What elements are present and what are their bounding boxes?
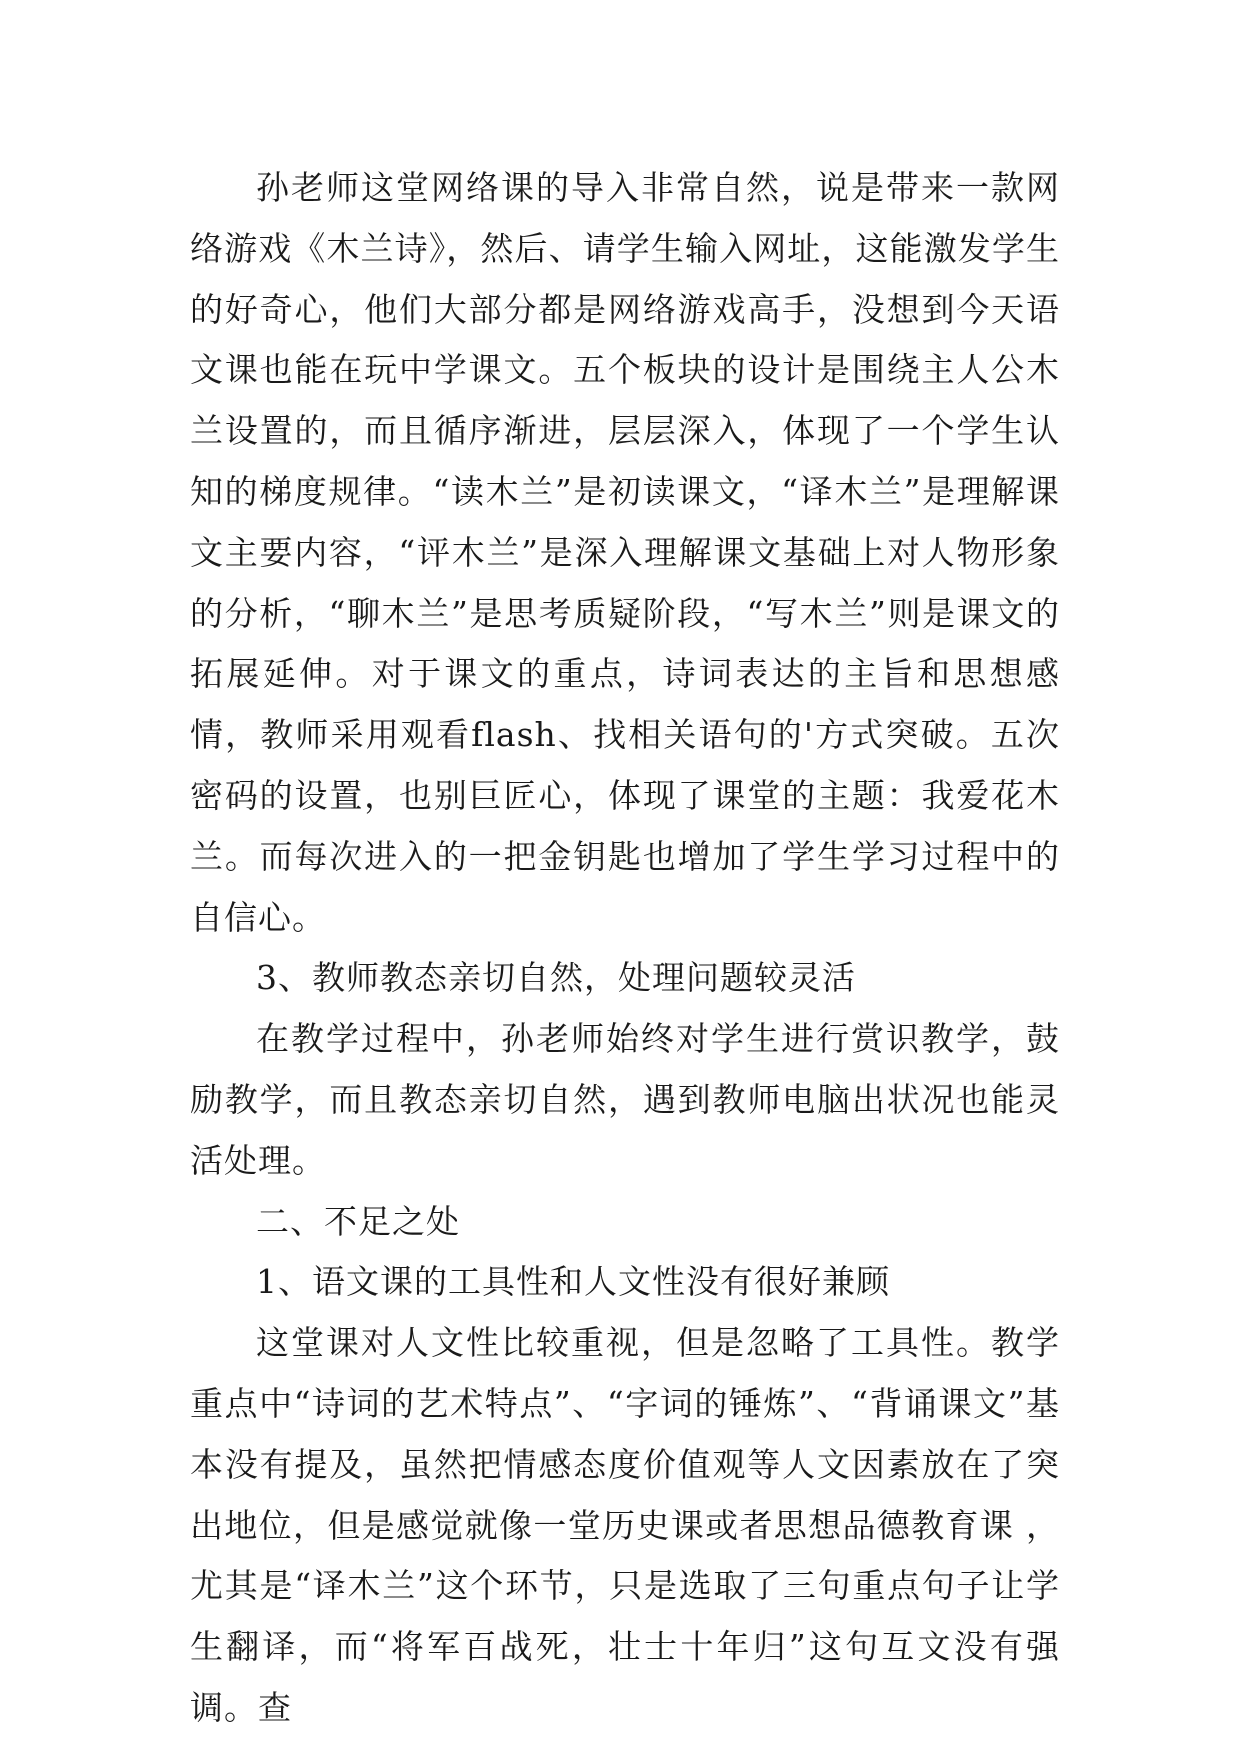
section-heading-shortcomings: 二、不足之处 <box>256 1201 460 1241</box>
paragraph-heading-tool-humanity: 1、语文课的工具性和人文性没有很好兼顾 <box>256 1262 890 1302</box>
document-body <box>190 158 1060 1739</box>
paragraph-tool-humanity: 这堂课对人文性比较重视，但是忽略了工具性。教学重点中“诗词的艺术特点”、“字词的锤炼”、“背诵课文”基本没有提及，虽然把情感态度价值观等人文因素放在了突出地位，但是感觉就像一堂历史课或者思想品德教育课 ，尤其是“译木兰”这个环节，只是选取了三句重点句子让学生翻译，而“将军百战死，壮士十年归”这句互文没有强调。查 <box>190 1323 1060 1727</box>
paragraph-heading-teacher-manner: 3、教师教态亲切自然，处理问题较灵活 <box>256 958 856 998</box>
paragraph-game-intro: 孙老师这堂网络课的导入非常自然，说是带来一款网络游戏《木兰诗》，然后、请学生输入网址，这能激发学生的好奇心，他们大部分都是网络游戏高手，没想到今天语文课也能在玩中学课文。五个板块的设计是围绕主人公木兰设置的，而且循序渐进，层层深入，体现了一个学生认知的梯度规律。“读木兰”是初读课文，“译木兰”是理解课文主要内容，“评木兰”是深入理解课文基础上对人物形象的分析，“聊木兰”是思考质疑阶段，“写木兰”则是课文的拓展延伸。对于课文的重点，诗词表达的主旨和思想感情，教师采用观看flash、找相关语句的'方式突破。五次密码的设置，也别巨匠心，体现了课堂的主题：我爱花木兰。而每次进入的一把金钥匙也增加了学生学习过程中的自信心。 <box>190 168 1060 937</box>
paragraph-teacher-manner: 在教学过程中，孙老师始终对学生进行赏识教学，鼓励教学，而且教态亲切自然，遇到教师电脑出状况也能灵活处理。 <box>190 1019 1060 1180</box>
